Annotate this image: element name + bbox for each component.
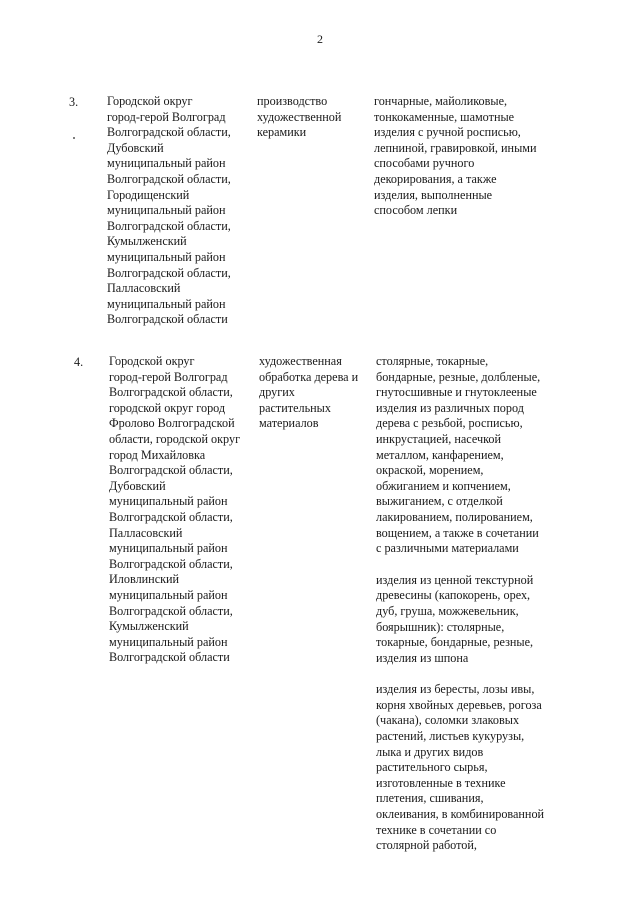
craft-line: художественной <box>257 109 342 124</box>
products-line: с различными материалами <box>376 541 519 556</box>
territory-line: город-герой Волгоград <box>107 109 226 124</box>
products-line: бондарные, резные, долбленые, <box>376 369 541 384</box>
craft-line: материалов <box>259 416 319 431</box>
products-line: плетения, сшивания, <box>376 791 484 806</box>
products-line: выжиганием, с отделкой <box>376 494 503 509</box>
territory-line: Волгоградской области <box>109 650 230 665</box>
territory-line: Палласовский <box>109 525 183 540</box>
products-line: способами ручного <box>374 156 475 171</box>
products-line: изделия из ценной текстурной <box>376 572 534 587</box>
territory-line: Волгоградской области, <box>109 463 233 478</box>
craft-cell <box>259 354 358 432</box>
territory-line: муниципальный район <box>109 494 228 509</box>
craft-line: обработка дерева и <box>259 369 359 384</box>
products-line: оклеивания, в комбинированной <box>376 807 545 822</box>
products-paragraph <box>376 682 544 854</box>
products-line: корня хвойных деревьев, рогоза <box>376 697 542 712</box>
products-line: растительного сырья, <box>376 760 488 775</box>
products-line: столярные, токарные, <box>376 354 489 368</box>
products-line: вощением, а также в сочетании <box>376 525 539 540</box>
territory-line: муниципальный район <box>109 587 228 602</box>
products-paragraph <box>376 354 544 557</box>
products-line: изделия из бересты, лозы ивы, <box>376 682 535 697</box>
territory-line: муниципальный район <box>107 203 226 218</box>
products-line: изделия, выполненные <box>374 187 493 202</box>
craft-line: художественная <box>259 354 342 368</box>
products-line: способом лепки <box>374 203 458 218</box>
craft-line: других <box>259 385 295 400</box>
territory-line: Волгоградской области, <box>109 603 233 618</box>
products-cell <box>376 354 544 854</box>
products-line: технике в сочетании со <box>376 822 497 837</box>
products-line: растений, листьев кукурузы, <box>376 729 525 744</box>
products-line: тонкокаменные, шамотные <box>374 109 515 124</box>
territory-cell <box>109 354 240 666</box>
territory-cell <box>107 94 231 328</box>
products-line: изделия из различных пород <box>376 400 524 415</box>
territory-line: Палласовский <box>107 281 181 296</box>
territory-line: муниципальный район <box>107 296 226 311</box>
products-line: боярышник): столярные, <box>376 619 505 634</box>
territory-line: Волгоградской области, <box>107 125 231 140</box>
territory-line: Волгоградской области, <box>109 385 233 400</box>
stray-mark <box>73 137 75 139</box>
products-line: древесины (капокорень, орех, <box>376 588 531 603</box>
territory-line: области, городской округ <box>109 431 241 446</box>
territory-line: муниципальный район <box>109 634 228 649</box>
row-number: 3. <box>69 95 79 109</box>
products-line: столярной работой, <box>376 838 477 853</box>
products-line: декорирования, а также <box>374 171 497 186</box>
products-line: лакированием, полированием, <box>376 509 533 524</box>
products-line: лыка и других видов <box>376 744 484 759</box>
craft-line: растительных <box>259 400 331 415</box>
products-line: гнутосшивные и гнутоклееные <box>376 385 537 400</box>
products-line: изготовленные в технике <box>376 775 506 790</box>
territory-line: город Михайловка <box>109 447 206 462</box>
territory-line: городской округ город <box>109 400 226 415</box>
products-line: окраской, морением, <box>376 463 484 478</box>
products-cell <box>374 94 537 219</box>
territory-line: Фролово Волгоградской <box>109 416 235 431</box>
products-line: (чакана), соломки злаковых <box>376 713 520 728</box>
territory-line: город-герой Волгоград <box>109 369 228 384</box>
territory-line: Дубовский <box>107 140 164 155</box>
territory-line: Кумылженский <box>107 234 187 249</box>
territory-line: Городской округ <box>109 354 195 368</box>
territory-line: муниципальный район <box>107 156 226 171</box>
territory-line: муниципальный район <box>109 541 228 556</box>
craft-line: керамики <box>257 125 307 140</box>
territory-line: Волгоградской области <box>107 312 228 327</box>
page-number: 2 <box>317 32 323 46</box>
craft-cell <box>257 94 341 141</box>
products-line: токарные, бондарные, резные, <box>376 635 534 650</box>
products-line: изделия с ручной росписью, <box>374 125 521 140</box>
products-line: дерева с резьбой, росписью, <box>376 416 523 431</box>
products-line: лепниной, гравировкой, иными <box>374 140 537 155</box>
products-line: изделия из шпона <box>376 650 469 665</box>
territory-line: Иловлинский <box>109 572 180 587</box>
territory-line: Городищенский <box>107 187 190 202</box>
products-paragraph <box>374 94 537 219</box>
territory-line: Волгоградской области, <box>109 556 233 571</box>
territory-line: Волгоградской области, <box>107 265 231 280</box>
products-paragraph <box>376 573 544 667</box>
territory-line: Дубовский <box>109 478 166 493</box>
territory-line: Волгоградской области, <box>107 171 231 186</box>
craft-line: производство <box>257 94 328 108</box>
territory-line: Волгоградской области, <box>109 509 233 524</box>
row-number: 4. <box>74 355 84 369</box>
products-line: дуб, груша, можжевельник, <box>376 603 519 618</box>
territory-line: Волгоградской области, <box>107 218 231 233</box>
products-line: обжиганием и копчением, <box>376 478 511 493</box>
products-line: металлом, канфарением, <box>376 447 504 462</box>
products-line: гончарные, майоликовые, <box>374 94 508 108</box>
territory-line: Кумылженский <box>109 619 189 634</box>
products-line: инкрустацией, насечкой <box>376 431 501 446</box>
territory-line: муниципальный район <box>107 249 226 264</box>
territory-line: Городской округ <box>107 94 193 108</box>
